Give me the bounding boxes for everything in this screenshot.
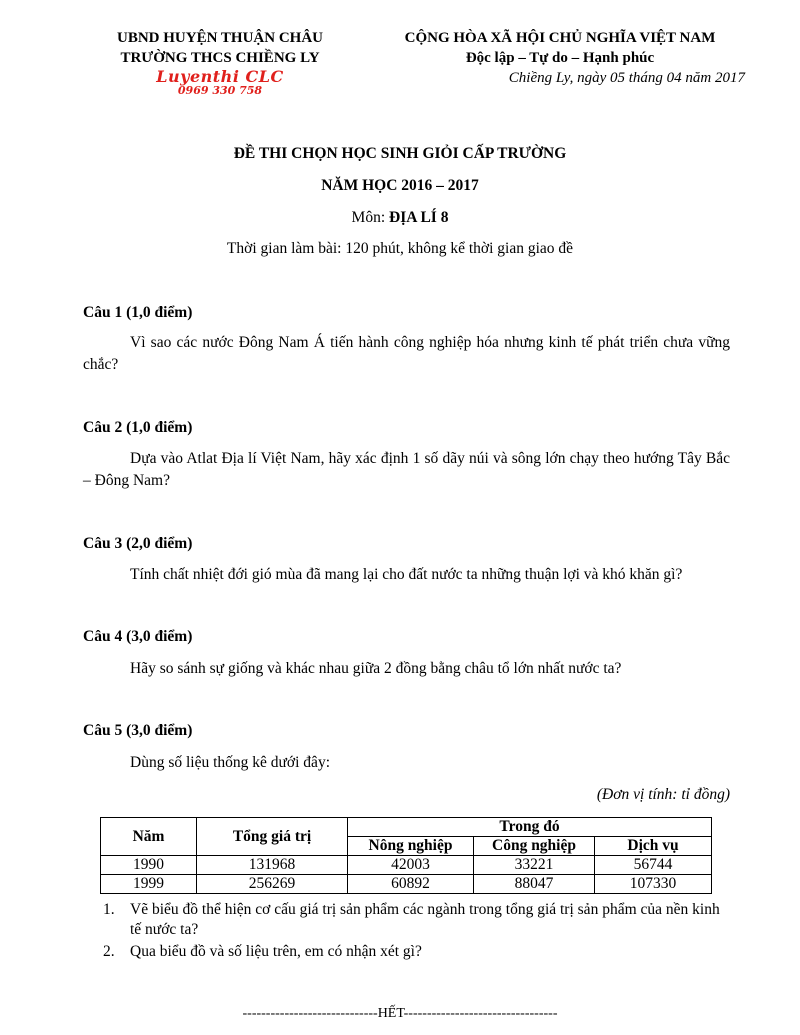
end-marker: -----------------------------HẾT--------------------------------- (242, 1006, 558, 1021)
question-5-heading: Câu 5 (3,0 điểm) (83, 722, 193, 739)
question-4-text: Hãy so sánh sự giống và khác nhau giữa 2 đồng bằng châu tổ lớn nhất nước ta? (130, 660, 622, 677)
question-1-heading: Câu 1 (1,0 điểm) (83, 304, 193, 321)
question-3-text: Tính chất nhiệt đới gió mùa đã mang lại cho đất nước ta những thuận lợi và khó khăn gì? (130, 566, 683, 583)
header-year: Năm (101, 818, 197, 856)
question-3-heading: Câu 3 (2,0 điểm) (83, 535, 193, 552)
national-header (360, 28, 760, 68)
brand-watermark: Luyenthi CLC (156, 67, 284, 86)
district-name: UBND HUYỆN THUẬN CHÂU (117, 30, 323, 46)
statistics-table (100, 817, 712, 894)
cell-year: 1999 (101, 875, 197, 894)
unit-note: (Đơn vị tính: tỉ đồng) (596, 786, 730, 803)
cell-agriculture: 60892 (348, 875, 474, 894)
header-total: Tổng giá trị (197, 818, 348, 856)
subject-line (0, 209, 800, 227)
header-agriculture: Nông nghiệp (348, 837, 474, 856)
school-header (70, 28, 370, 96)
task-number: 2. (103, 943, 115, 960)
task-number: 1. (103, 901, 115, 918)
national-title: CỘNG HÒA XÃ HỘI CHỦ NGHĨA VIỆT NAM (404, 30, 716, 46)
cell-industry: 33221 (474, 856, 595, 875)
brand-phone: 0969 330 758 (177, 84, 263, 97)
question-1-text: Vì sao các nước Đông Nam Á tiến hành công nghiệp hóa nhưng kinh tế phát triển chưa vững chắc? (83, 334, 730, 373)
task-list (103, 900, 730, 962)
list-item (103, 900, 730, 940)
table-row (101, 856, 712, 875)
school-year: NĂM HỌC 2016 – 2017 (321, 177, 479, 194)
time-limit: Thời gian làm bài: 120 phút, không kể thời gian giao đề (226, 240, 574, 257)
table-header-row (101, 818, 712, 837)
header-breakdown: Trong đó (348, 818, 712, 837)
question-2-text: Dựa vào Atlat Địa lí Việt Nam, hãy xác định 1 số dãy núi và sông lớn chạy theo hướng Tây Bắc – Đông Nam? (83, 450, 730, 489)
cell-services: 107330 (595, 875, 712, 894)
school-name: TRƯỜNG THCS CHIỀNG LY (120, 50, 320, 66)
header-services: Dịch vụ (595, 837, 712, 856)
cell-total: 256269 (197, 875, 348, 894)
question-5-text: Dùng số liệu thống kê dưới đây: (130, 754, 330, 771)
table-row (101, 875, 712, 894)
cell-industry: 88047 (474, 875, 595, 894)
question-2-heading: Câu 2 (1,0 điểm) (83, 419, 193, 436)
question-4-heading: Câu 4 (3,0 điểm) (83, 628, 193, 645)
subject-label: Môn: (351, 209, 390, 226)
exam-title: ĐỀ THI CHỌN HỌC SINH GIỎI CẤP TRƯỜNG (233, 145, 567, 162)
document-date: Chiềng Ly, ngày 05 tháng 04 năm 2017 (508, 70, 745, 86)
national-motto: Độc lập – Tự do – Hạnh phúc (465, 50, 655, 66)
header-industry: Công nghiệp (474, 837, 595, 856)
task-text: Qua biểu đồ và số liệu trên, em có nhận xét gì? (130, 943, 422, 960)
cell-total: 131968 (197, 856, 348, 875)
cell-agriculture: 42003 (348, 856, 474, 875)
subject-name: ĐỊA LÍ 8 (389, 209, 449, 226)
cell-services: 56744 (595, 856, 712, 875)
task-text: Vẽ biểu đồ thể hiện cơ cấu giá trị sản phẩm các ngành trong tổng giá trị sản phẩm của nền kinh tế nước ta? (130, 901, 720, 938)
list-item (103, 942, 730, 962)
cell-year: 1990 (101, 856, 197, 875)
